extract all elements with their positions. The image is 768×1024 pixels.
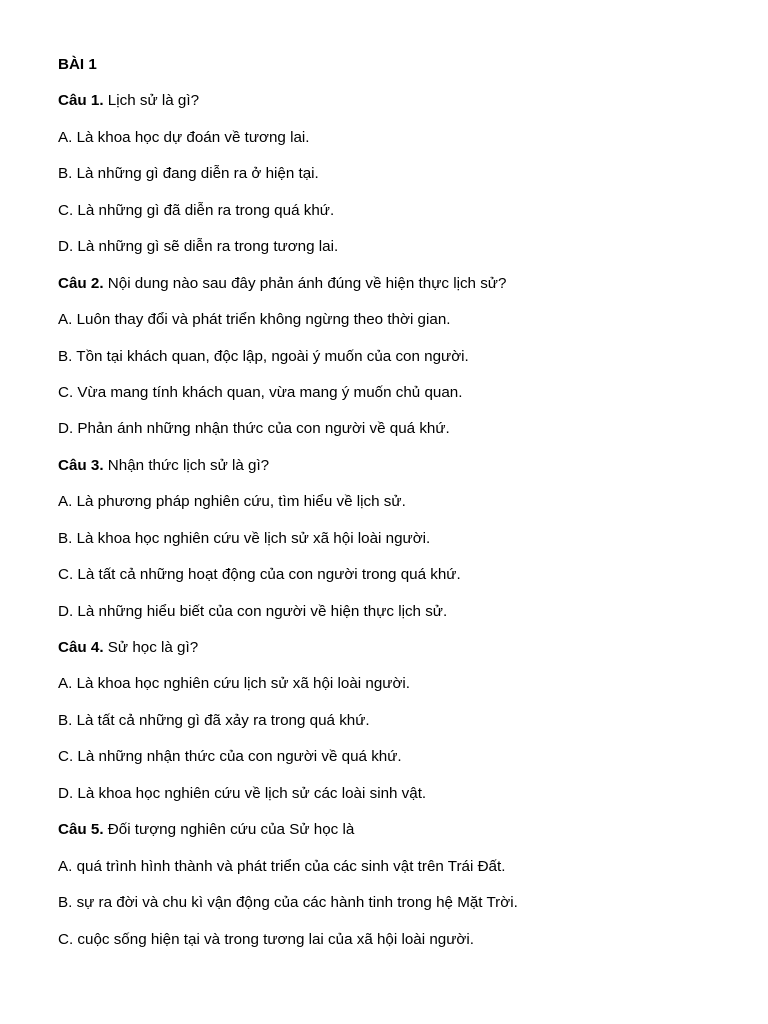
option-a: A. Luôn thay đổi và phát triển không ngừng theo thời gian. (58, 311, 451, 329)
question-label: Câu 2. (58, 274, 104, 292)
question-5 (58, 820, 738, 840)
option-b: B. Là tất cả những gì đã xảy ra trong quá khứ. (58, 711, 370, 729)
question-text: Sử học là gì? (103, 639, 199, 656)
question-2 (58, 274, 738, 294)
option-d: D. Là những gì sẽ diễn ra trong tương lai. (58, 238, 339, 256)
option-c: C. Là tất cả những hoạt động của con người trong quá khứ. (58, 566, 461, 584)
document-title: BÀI 1 (58, 56, 97, 73)
question-text: Lịch sử là gì? (103, 92, 200, 110)
question-label: Câu 5. (58, 821, 104, 839)
question-text: Nhận thức lịch sử là gì? (103, 456, 270, 474)
option-b: B. sự ra đời và chu kì vận động của các hành tinh trong hệ Mặt Trời. (58, 894, 518, 912)
question-3 (58, 456, 738, 476)
question-1 (58, 91, 738, 111)
option-d: D. Là khoa học nghiên cứu về lịch sử các loài sinh vật. (58, 784, 427, 802)
option-d: D. Là những hiểu biết của con người về hiện thực lịch sử. (58, 602, 448, 620)
option-a: A. Là khoa học nghiên cứu lịch sử xã hội loài người. (58, 675, 411, 693)
question-label: Câu 1. (58, 92, 104, 110)
option-b: B. Là khoa học nghiên cứu về lịch sử xã hội loài người. (58, 529, 431, 547)
option-c: C. cuộc sống hiện tại và trong tương lai của xã hội loài người. (58, 930, 474, 948)
question-label: Câu 4. (58, 639, 104, 656)
option-a: A. Là khoa học dự đoán về tương lai. (58, 128, 310, 146)
question-text: Nội dung nào sau đây phản ánh đúng về hiện thực lịch sử? (103, 274, 507, 292)
option-a: A. quá trình hình thành và phát triển của các sinh vật trên Trái Đất. (58, 857, 506, 875)
option-b: B. Tồn tại khách quan, độc lập, ngoài ý muốn của con người. (58, 347, 469, 365)
option-c: C. Là những gì đã diễn ra trong quá khứ. (58, 201, 335, 219)
option-b: B. Là những gì đang diễn ra ở hiện tại. (58, 165, 319, 183)
question-label: Câu 3. (58, 456, 104, 474)
option-c: C. Vừa mang tính khách quan, vừa mang ý muốn chủ quan. (58, 383, 463, 401)
question-4 (58, 638, 738, 658)
document-page (58, 55, 738, 966)
option-c: C. Là những nhận thức của con người về quá khứ. (58, 748, 402, 766)
option-a: A. Là phương pháp nghiên cứu, tìm hiểu về lịch sử. (58, 493, 406, 511)
option-d: D. Phản ánh những nhận thức của con người về quá khứ. (58, 420, 450, 438)
question-text: Đối tượng nghiên cứu của Sử học là (103, 821, 355, 839)
